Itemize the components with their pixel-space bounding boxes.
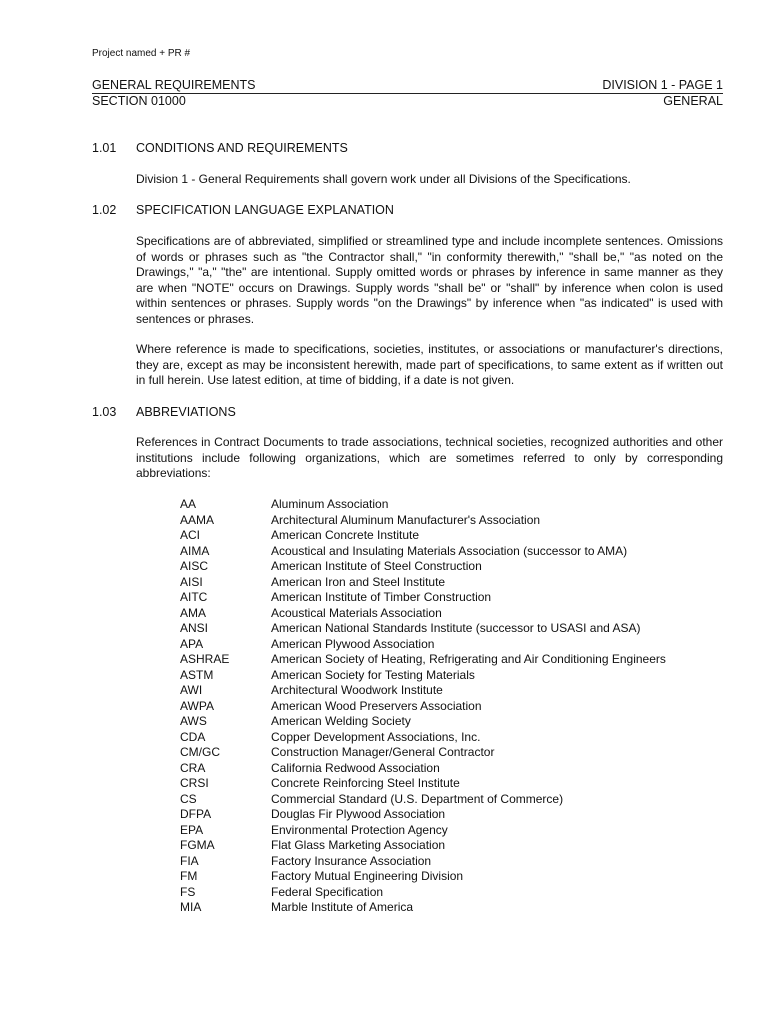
abbreviation-row [180,776,720,792]
page-header-row-1 [92,78,723,94]
paragraph: Where reference is made to specifications, societies, institutes, or associations or manufacturer's directions, they are, except as may be inconsistent herewith, made part of specifications, to same extent as if written out in full herein. Use latest edition, at time of bidding, if a date is not given. [136,342,723,387]
section-number: 1.01 [92,141,117,155]
abbreviation-code: ACI [180,528,201,542]
section-title: CONDITIONS AND REQUIREMENTS [136,141,348,155]
section-number: 1.02 [92,203,117,217]
abbreviation-name: Architectural Woodwork Institute [271,683,443,697]
abbreviation-code: FIA [180,853,199,868]
abbreviations-list [180,497,720,916]
page-header-row-2 [92,94,723,109]
abbreviation-row [180,668,720,684]
abbreviation-name: American Wood Preservers Association [271,698,482,713]
abbreviation-name: American Iron and Steel Institute [271,574,446,589]
abbreviation-code: CRSI [180,776,209,790]
abbreviation-code: AITC [180,590,208,604]
abbreviation-code: AISI [180,574,203,589]
paragraph: References in Contract Documents to trade associations, technical societies, recognized authorities and other institutions include following organizations, which are sometimes referred to only by corresponding abbreviations: [136,435,723,480]
header-page-number: DIVISION 1 - PAGE 1 [602,78,723,92]
abbreviation-name: American Society of Heating, Refrigerating and Air Conditioning Engineers [271,652,666,666]
abbreviation-name: Environmental Protection Agency [271,822,448,837]
abbreviation-row [180,854,720,870]
header-section: SECTION 01000 [92,94,186,108]
abbreviation-code: FS [180,884,196,899]
abbreviation-code: ANSI [180,621,209,635]
project-label: Project named + PR # [92,48,191,59]
abbreviation-code: FGMA [180,838,215,852]
abbreviation-code: ASTM [180,667,214,682]
abbreviation-row [180,590,720,606]
paragraph: Specifications are of abbreviated, simplified or streamlined type and include incomplete sentences. Omissions of words or phrases such as "the Contractor shall," "in conformity therewith," "shall be," "as noted on the Drawings," "a," "the" are intentional. Supply omitted words or phrases by inference in same manner as they are when "NOTE" occurs on Drawings. Supply words "shall be" or "shall" by inference when colon is used within sentences or phrases. Supply words "on the Drawings" by inference when "as indicated" is used with sentences or phrases. [136,234,723,326]
section-title: SPECIFICATION LANGUAGE EXPLANATION [136,203,394,217]
abbreviation-name: American Plywood Association [271,636,435,651]
abbreviation-name: Aluminum Association [271,497,389,511]
abbreviation-code: AWPA [180,698,215,713]
abbreviation-row [180,761,720,777]
abbreviation-name: Commercial Standard (U.S. Department of Commerce) [271,791,564,806]
abbreviation-row [180,730,720,746]
abbreviation-code: AAMA [180,512,215,527]
abbreviation-name: Douglas Fir Plywood Association [271,807,446,821]
abbreviation-row [180,683,720,699]
section-number: 1.03 [92,405,117,419]
abbreviation-code: FM [180,869,198,883]
abbreviation-row [180,807,720,823]
abbreviation-name: Factory Insurance Association [271,853,432,868]
abbreviation-row [180,838,720,854]
abbreviation-row [180,885,720,901]
abbreviation-code: AIMA [180,543,210,558]
abbreviation-name: American National Standards Institute (successor to USASI and ASA) [271,621,641,635]
abbreviation-code: APA [180,636,204,651]
abbreviation-name: American Concrete Institute [271,528,420,542]
abbreviation-code: ASHRAE [180,652,230,666]
abbreviation-code: CS [180,791,197,806]
abbreviation-code: AWI [180,683,203,697]
abbreviation-name: American Welding Society [271,714,411,728]
abbreviation-name: Flat Glass Marketing Association [271,838,446,852]
abbreviation-code: AISC [180,559,209,573]
abbreviation-row [180,714,720,730]
abbreviation-name: Acoustical Materials Association [271,605,442,620]
abbreviation-row [180,528,720,544]
section-title: ABBREVIATIONS [136,405,236,419]
abbreviation-code: CM/GC [180,745,220,759]
abbreviation-row [180,559,720,575]
paragraph: Division 1 - General Requirements shall govern work under all Divisions of the Specifications. [136,172,631,186]
abbreviation-name: American Institute of Steel Construction [271,559,482,573]
abbreviation-name: American Institute of Timber Construction [271,590,492,604]
abbreviation-row [180,544,720,560]
abbreviation-name: Architectural Aluminum Manufacturer's Association [271,512,541,527]
abbreviation-code: CRA [180,760,206,775]
abbreviation-row [180,823,720,839]
abbreviation-row [180,745,720,761]
abbreviation-code: MIA [180,900,202,914]
abbreviation-row [180,792,720,808]
abbreviation-code: AA [180,497,197,511]
abbreviation-row [180,869,720,885]
abbreviation-name: Construction Manager/General Contractor [271,745,495,759]
abbreviation-name: Federal Specification [271,884,384,899]
abbreviation-name: California Redwood Association [271,760,440,775]
abbreviation-row [180,575,720,591]
abbreviation-row [180,621,720,637]
header-category: GENERAL [663,94,723,108]
abbreviation-row [180,652,720,668]
abbreviation-code: CDA [180,729,206,744]
abbreviation-name: Marble Institute of America [271,900,414,914]
abbreviation-name: Concrete Reinforcing Steel Institute [271,776,460,790]
abbreviation-code: EPA [180,822,204,837]
abbreviation-row [180,637,720,653]
abbreviation-row [180,900,720,916]
header-title: GENERAL REQUIREMENTS [92,78,256,92]
abbreviation-code: AMA [180,605,207,620]
abbreviation-row [180,497,720,513]
abbreviation-row [180,513,720,529]
abbreviation-name: Acoustical and Insulating Materials Association (successor to AMA) [271,543,628,558]
abbreviation-row [180,606,720,622]
abbreviation-row [180,699,720,715]
abbreviation-code: AWS [180,714,207,728]
abbreviation-name: American Society for Testing Materials [271,667,475,682]
abbreviation-name: Factory Mutual Engineering Division [271,869,464,883]
abbreviation-name: Copper Development Associations, Inc. [271,729,481,744]
abbreviation-code: DFPA [180,807,212,821]
